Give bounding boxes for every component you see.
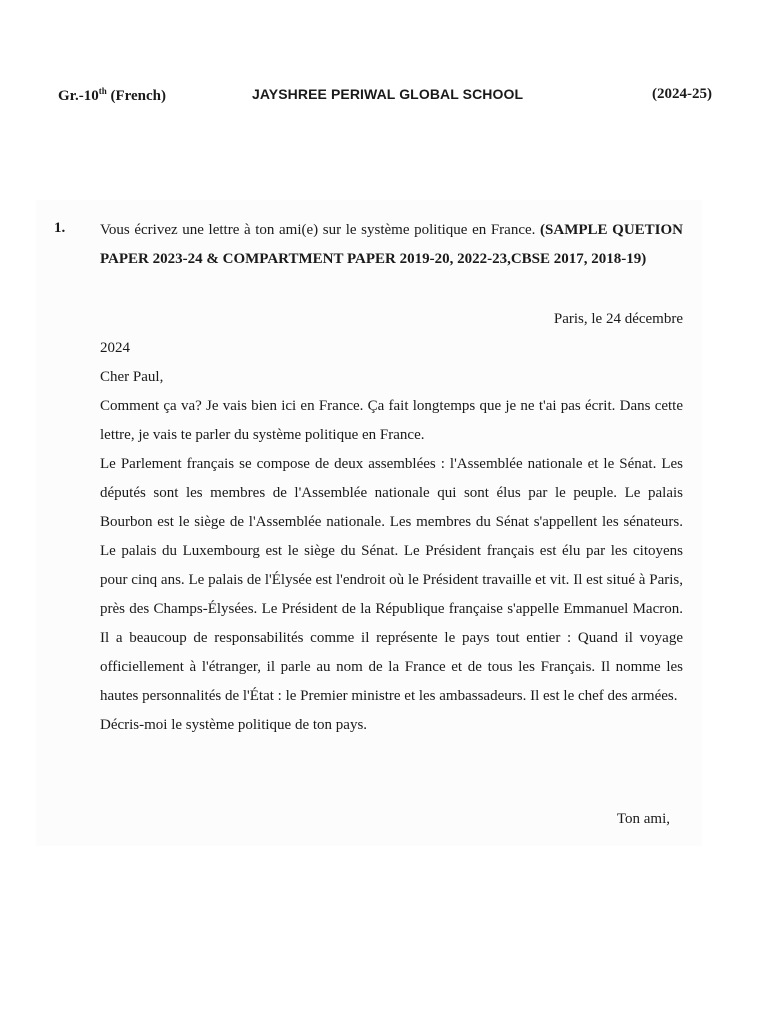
academic-session: (2024-25): [652, 86, 712, 102]
question-text: [100, 216, 683, 274]
question-number: 1.: [54, 220, 66, 236]
letter-intro: Comment ça va? Je vais bien ici en France. Ça fait longtemps que je ne t'ai pas écrit. Dans cette lettre, je vais te parler du système politique en France.: [100, 398, 683, 443]
grade-label: Gr.-10: [58, 88, 99, 104]
letter-body: [100, 363, 683, 740]
question-source-note: (SAMPLE QUETION PAPER 2023-24 & COMPARTMENT PAPER 2019-20, 2022-23,CBSE 2017, 2018-19): [100, 222, 683, 267]
question-prompt: Vous écrivez une lettre à ton ami(e) sur le système politique en France.: [100, 222, 536, 238]
letter-salutation: Cher Paul,: [100, 369, 164, 385]
letter-closing-request: Décris-moi le système politique de ton pays.: [100, 717, 368, 733]
letter-date-line2: 2024: [100, 340, 130, 356]
subject-label: (French): [110, 88, 167, 104]
letter-date-line1: Paris, le 24 décembre: [553, 311, 683, 327]
grade-subject: [58, 86, 166, 105]
letter-main-paragraph: Le Parlement français se compose de deux assemblées : l'Assemblée nationale et le Sénat. Les députés sont les membres de l'Assemblée nationale qui sont élus par le peuple. Le palais Bourbon est le siège de l'Assemblée nationale. Les membres du Sénat s'appellent les sénateurs. Le palais du Luxembourg est le siège du Sénat. Le Président français est élu par les citoyens pour cinq ans. Le palais de l'Élysée est l'endroit où le Président travaille et vit. Il est situé à Paris, près des Champs-Élysées. Le Président de la République française s'appelle Emmanuel Macron. Il a beaucoup de responsabilités comme il représente le pays tout entier : Quand il voyage officiellement à l'étranger, il parle au nom de la France et de tous les Français. Il nomme les hautes personnalités de l'État : le Premier ministre et les ambassadeurs. Il est le chef des armées.: [100, 456, 683, 704]
letter-date: [100, 305, 683, 363]
grade-superscript: th: [98, 86, 107, 96]
page-header: [58, 86, 718, 108]
school-name: JAYSHREE PERIWAL GLOBAL SCHOOL: [252, 86, 524, 102]
letter-signoff: Ton ami,: [616, 811, 670, 827]
